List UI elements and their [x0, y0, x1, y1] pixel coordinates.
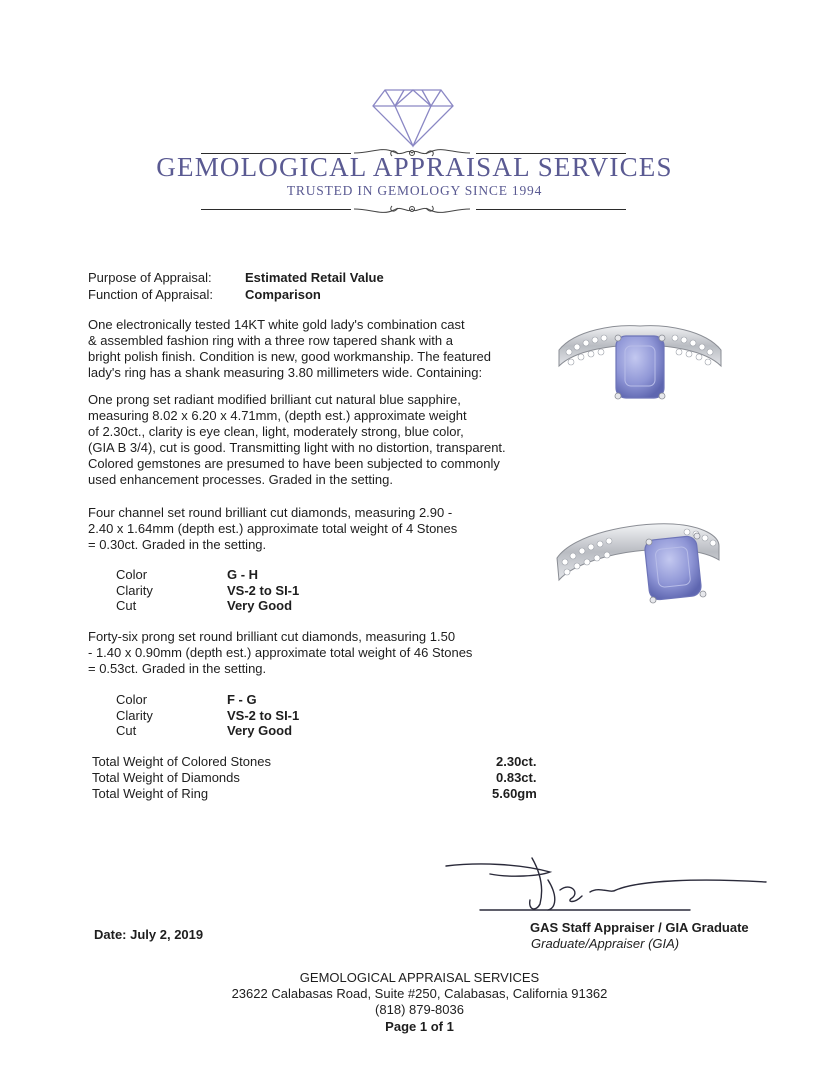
page-number: Page 1 of 1 — [385, 1019, 454, 1034]
total-diamonds-value: 0.83ct. — [496, 770, 537, 785]
flourish-ornament-icon — [352, 200, 472, 218]
purpose-value: Estimated Retail Value — [245, 270, 384, 285]
total-colored-value: 2.30ct. — [496, 754, 537, 769]
item-line: bright polish finish. Condition is new, good workmanship. The featured — [88, 348, 491, 364]
company-title: GEMOLOGICAL APPRAISAL SERVICES — [156, 152, 673, 182]
total-ring-label: Total Weight of Ring — [92, 786, 209, 801]
diamonds1-description — [88, 505, 528, 553]
diamonds2-line: Forty-six prong set round brilliant cut diamonds, measuring 1.50 — [88, 629, 456, 644]
header-rule-bottom-left — [201, 209, 351, 210]
item-description — [88, 317, 528, 381]
sapphire-description — [88, 392, 538, 487]
ring-photo-angle — [553, 510, 723, 610]
function-value: Comparison — [245, 287, 321, 302]
grade1-clarity-label: Clarity — [116, 583, 153, 598]
diamonds2-line: - 1.40 x 0.90mm (depth est.) approximate total weight of 46 Stones — [88, 644, 473, 660]
diamonds1-line: 2.40 x 1.64mm (depth est.) approximate total weight of 4 Stones — [88, 520, 458, 536]
function-label: Function of Appraisal: — [88, 287, 214, 302]
grade2-color-value: F - G — [227, 692, 257, 707]
total-colored-label: Total Weight of Colored Stones — [92, 754, 271, 769]
grade2-cut-value: Very Good — [227, 723, 293, 738]
grade1-cut-label: Cut — [116, 598, 137, 613]
item-line: One electronically tested 14KT white gold lady's combination cast — [88, 317, 465, 332]
item-line: & assembled fashion ring with a three row tapered shank with a — [88, 332, 453, 348]
footer-phone: (818) 879-8036 — [375, 1002, 464, 1017]
sapphire-line: measuring 8.02 x 6.20 x 4.71mm, (depth est.) approximate weight — [88, 407, 467, 423]
grade2-color-label: Color — [116, 692, 148, 707]
grade2-clarity-label: Clarity — [116, 708, 153, 723]
grade1-cut-value: Very Good — [227, 598, 293, 613]
total-ring-value: 5.60gm — [492, 786, 537, 801]
sapphire-line: used enhancement processes. Graded in the setting. — [88, 471, 393, 487]
sapphire-line: of 2.30ct., clarity is eye clean, light, moderately strong, blue color, — [88, 423, 464, 439]
diamonds2-line: = 0.53ct. Graded in the setting. — [88, 660, 267, 676]
sapphire-line: (GIA B 3/4), cut is good. Transmitting light with no distortion, transparent. — [88, 439, 506, 455]
diamond-logo-icon — [371, 86, 455, 148]
diamonds1-line: Four channel set round brilliant cut diamonds, measuring 2.90 - — [88, 505, 453, 520]
company-tagline: TRUSTED IN GEMOLOGY SINCE 1994 — [286, 183, 543, 198]
ring-photo-front — [555, 310, 725, 410]
appraiser-signature — [440, 852, 770, 922]
appraisal-date: Date: July 2, 2019 — [94, 927, 204, 942]
diamonds1-line: = 0.30ct. Graded in the setting. — [88, 536, 267, 552]
grade2-cut-label: Cut — [116, 723, 137, 738]
item-line: lady's ring has a shank measuring 3.80 millimeters wide. Containing: — [88, 364, 483, 380]
diamonds2-description — [88, 629, 528, 677]
header-rule-bottom-right — [476, 209, 626, 210]
footer-company: GEMOLOGICAL APPRAISAL SERVICES — [299, 970, 540, 985]
purpose-label: Purpose of Appraisal: — [88, 270, 212, 285]
total-diamonds-label: Total Weight of Diamonds — [92, 770, 240, 785]
appraiser-subtitle: Graduate/Appraiser (GIA) — [531, 936, 680, 951]
sapphire-line: Colored gemstones are presumed to have been subjected to commonly — [88, 455, 500, 471]
grade1-color-label: Color — [116, 567, 148, 582]
grade1-color-value: G - H — [227, 567, 259, 582]
sapphire-line: One prong set radiant modified brilliant cut natural blue sapphire, — [88, 392, 461, 407]
grade2-clarity-value: VS-2 to SI-1 — [227, 708, 300, 723]
appraiser-title: GAS Staff Appraiser / GIA Graduate — [530, 920, 749, 935]
footer-address: 23622 Calabasas Road, Suite #250, Calabasas, California 91362 — [231, 986, 608, 1001]
grade1-clarity-value: VS-2 to SI-1 — [227, 583, 300, 598]
